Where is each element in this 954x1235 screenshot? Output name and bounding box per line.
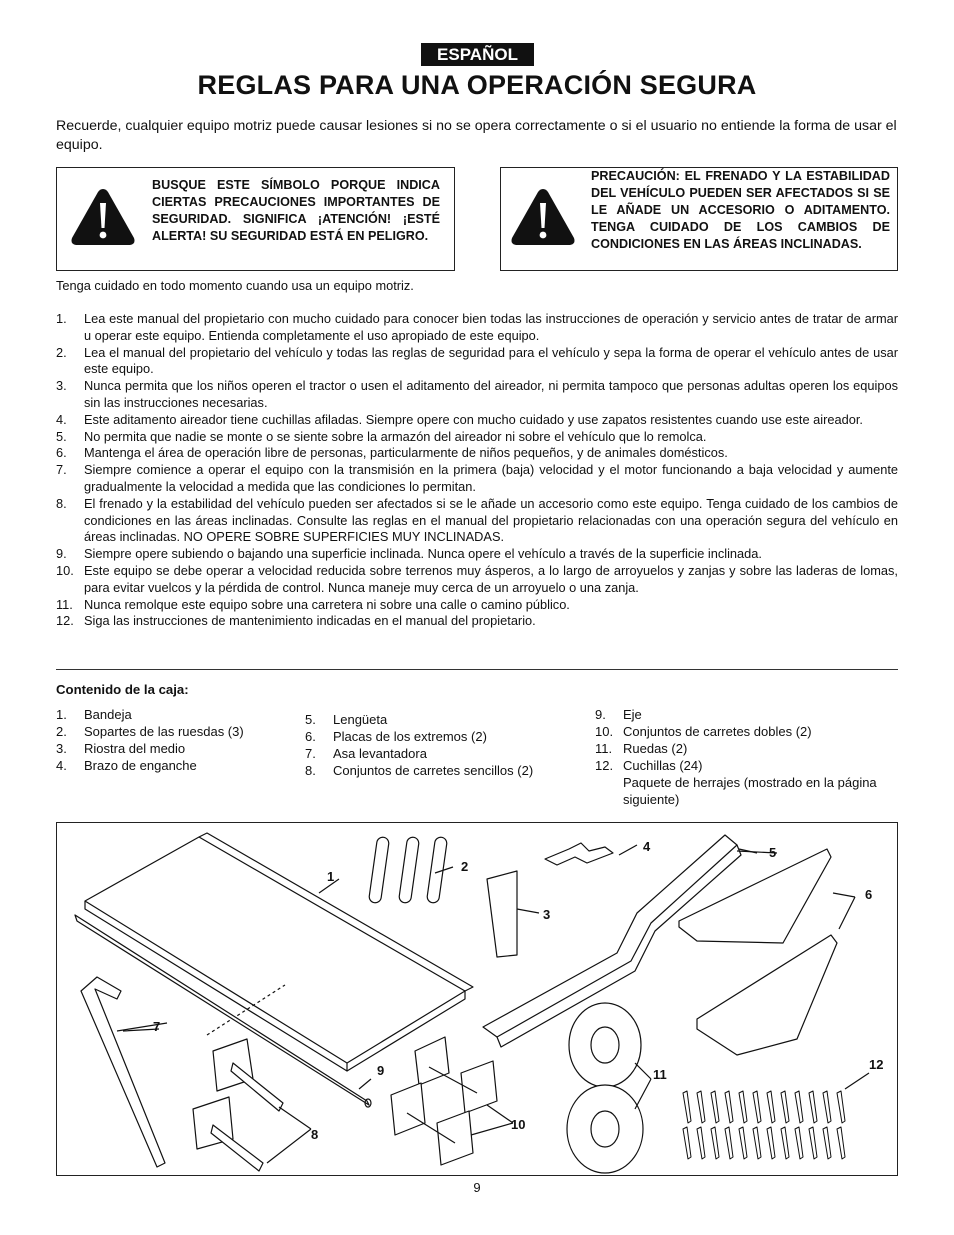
callout-3: 3 (543, 907, 551, 922)
language-tag: ESPAÑOL (421, 43, 534, 66)
warning-box-left (56, 167, 455, 271)
contents-heading: Contenido de la caja: (56, 682, 189, 697)
list-item: 2. Lea el manual del propietario del vehículo y todas las reglas de seguridad para el vehículo y sepa la forma de operar el vehículo antes de usar este equipo. (56, 344, 898, 377)
list-item: 11. Nunca remolque este equipo sobre una carretera ni sobre una calle o camino público. (56, 596, 570, 612)
list-item: 2. Sopartes de las ruesdas (3) (56, 724, 244, 739)
lift-handle-part (81, 977, 167, 1167)
list-item: 8. Conjuntos de carretes sencillos (2) (305, 763, 534, 778)
callout-11: 11 (653, 1067, 667, 1082)
list-item: 1. Bandeja (56, 707, 132, 722)
callout-10: 10 (511, 1117, 526, 1132)
single-spool-part (193, 1039, 283, 1171)
warning-box-right (500, 167, 898, 271)
callout-2: 2 (461, 859, 469, 874)
exclamation-triangle-icon (69, 186, 137, 248)
list-item: 1. Lea este manual del propietario con mucho cuidado para conocer bien todas las instrucciones de operación y servicio antes de tratar de armar u operar este equipo. Entienda completamente el uso apropiado de este equipo. (56, 311, 898, 343)
list-item: 6. Mantenga el área de operación libre de personas, particularmente de niños pequeños, y de animales domésticos. (56, 445, 728, 461)
warning-left-text: BUSQUE ESTE SÍMBOLO PORQUE INDICA CIERTAS PRECAUCIONES IMPORTANTES DE SEGURIDAD. SIGNIFICA ¡ATENCIÓN! ¡ESTÉ ALERTA! SU SEGURIDAD ESTÁ EN PELIGRO. (152, 178, 440, 243)
list-item: 3. Riostra del medio (56, 741, 186, 756)
wheel-supports-part (368, 836, 447, 903)
page-title: REGLAS PARA UNA OPERACIÓN SEGURA (197, 70, 757, 100)
page-number: 9 (473, 1180, 481, 1195)
contents-column-2 (305, 711, 585, 779)
list-item: 11. Ruedas (2) (595, 741, 688, 756)
careful-note: Tenga cuidado en todo momento cuando usa un equipo motriz. (56, 278, 414, 293)
list-item: 10. Este equipo se debe operar a velocidad reducida sobre terrenos muy ásperos, a lo largo de arroyuelos y zanjas y sobre las laderas de lomas, para evitar vuelcos y la pérdida de control. Nunca maneje muy cerca de un arroyuelo o una zanja. (56, 562, 898, 595)
double-spool-part (391, 1037, 497, 1165)
intro-paragraph: Recuerde, cualquier equipo motriz puede causar lesiones si no se opera correctamente o si el usuario no entiende la forma de usar el equipo. (56, 118, 897, 153)
list-item: 3. Nunca permita que los niños operen el tractor o usen el aditamento del aireador, ni permita tampoco que personas adultas operen los equipos sin las instrucciones necesarias. (56, 378, 898, 410)
list-item: 12. Siga las instrucciones de mantenimiento indicadas en el manual del propietario. (56, 613, 536, 629)
exclamation-triangle-icon (509, 186, 577, 248)
list-item: 6. Placas de los extremos (2) (305, 729, 487, 744)
warning-right-text: PRECAUCIÓN: EL FRENADO Y LA ESTABILIDAD DEL VEHÍCULO PUEDEN SER AFECTADOS SI SE LE AÑADE UN ACCESORIO O ADITAMENTO. TENGA CUIDADO DE LOS CAMBIOS DE CONDICIONES EN LAS ÁREAS INCLINADAS. (591, 169, 890, 251)
callout-7: 7 (153, 1019, 161, 1034)
list-item: 10. Conjuntos de carretes dobles (2) (595, 724, 812, 739)
end-plates-part (679, 849, 837, 1055)
list-item: Paquete de herrajes (mostrado en la página siguiente) (623, 775, 877, 807)
contents-column-1 (56, 706, 296, 774)
contents-column-3 (595, 706, 900, 808)
center-brace-part (487, 871, 517, 957)
list-item: 5. Lengüeta (305, 712, 388, 727)
callout-6: 6 (865, 887, 873, 902)
section-divider (56, 669, 898, 670)
callout-12: 12 (869, 1057, 884, 1072)
wheels-part (567, 1003, 643, 1173)
safety-rules-list (56, 311, 898, 630)
list-item: 9. Siempre opere subiendo o bajando una superficie inclinada. Nunca opere el vehículo a través de la superficie inclinada. (56, 546, 762, 562)
callout-9: 9 (377, 1063, 385, 1078)
blades-part (683, 1091, 845, 1159)
list-item: 4. Brazo de enganche (56, 758, 197, 773)
list-item: 4. Este aditamento aireador tiene cuchillas afiladas. Siempre opere con mucho cuidado y use zapatos resistentes cuando use este aireador. (56, 411, 863, 427)
list-item: 8. El frenado y la estabilidad del vehículo pueden ser afectados si se le añade un accesorio como este equipo. Tenga cuidado de los cambios de condiciones en las áreas inclinadas. Consulte las reglas en el manual del propietario relacionadas con una operación segura del vehículo en áreas inclinadas. NO OPERE SOBRE SUPERFICIES MUY INCLINADAS. (56, 495, 898, 545)
list-item: 12. Cuchillas (24) (595, 758, 703, 773)
callout-8: 8 (311, 1127, 319, 1142)
parts-illustration (56, 822, 898, 1176)
list-item: 7. Siempre comience a operar el equipo con la transmisión en la primera (baja) velocidad y el motor funcionando a baja velocidad y aumente gradualmente la velocidad a medida que las condiciones lo permitan. (56, 462, 898, 494)
callout-5: 5 (769, 845, 777, 860)
list-item: 9. Eje (595, 707, 642, 722)
callout-1: 1 (327, 869, 335, 884)
list-item: 7. Asa levantadora (305, 746, 427, 761)
list-item: 5. No permita que nadie se monte o se siente sobre la armazón del aireador ni sobre el vehículo que lo remolca. (56, 428, 707, 444)
callout-4: 4 (643, 839, 651, 854)
hitch-arm-part (545, 843, 613, 865)
